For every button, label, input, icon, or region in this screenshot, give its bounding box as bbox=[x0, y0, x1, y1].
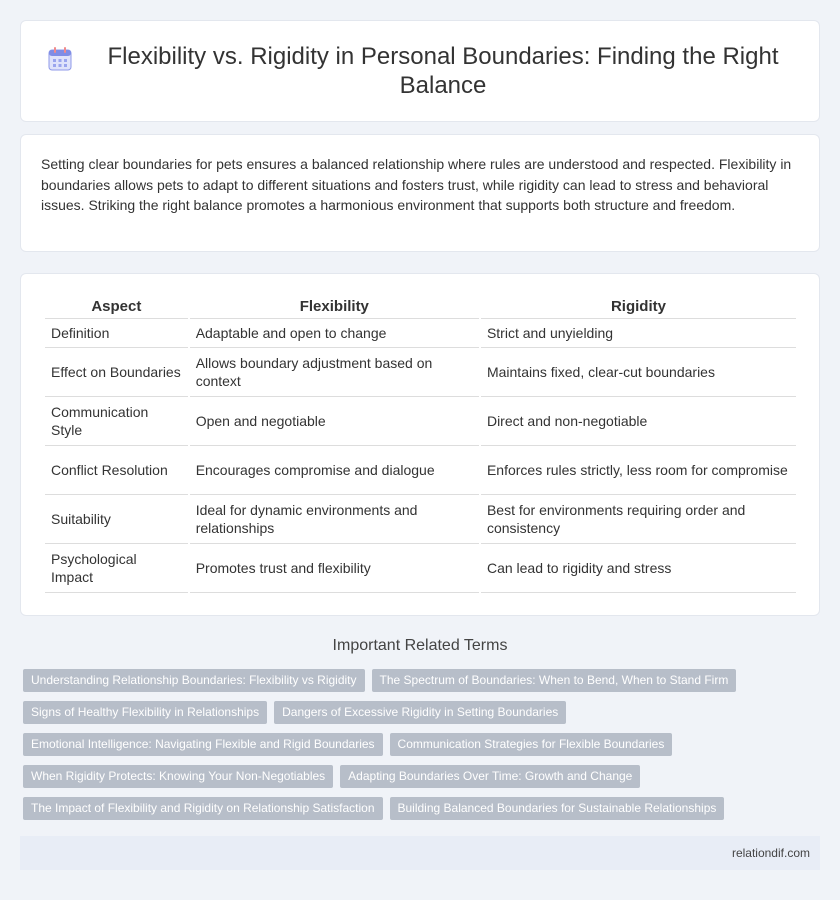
table-cell: Conflict Resolution bbox=[45, 446, 188, 495]
related-term-tag[interactable]: Adapting Boundaries Over Time: Growth and Change bbox=[340, 765, 640, 788]
table-cell: Psychological Impact bbox=[45, 544, 188, 593]
table-cell: Adaptable and open to change bbox=[190, 319, 479, 348]
intro-card bbox=[20, 134, 820, 252]
column-header: Flexibility bbox=[190, 294, 479, 319]
related-term-tag[interactable]: Building Balanced Boundaries for Sustainable Relationships bbox=[390, 797, 725, 820]
related-term-tag[interactable]: The Spectrum of Boundaries: When to Bend, When to Stand Firm bbox=[372, 669, 737, 692]
table-cell: Open and negotiable bbox=[190, 397, 479, 446]
intro-text: Setting clear boundaries for pets ensures a balanced relationship where rules are understood and respected. Flexibility in boundaries allows pets to adapt to different situations and fosters trust, while rigidity can lead to stress and behavioral issues. Striking the right balance promotes a harmonious environment that supports both structure and freedom. bbox=[41, 156, 792, 213]
related-term-tag[interactable]: Dangers of Excessive Rigidity in Setting Boundaries bbox=[274, 701, 566, 724]
table-header-row bbox=[45, 294, 796, 319]
table-row bbox=[45, 319, 796, 348]
table-cell: Definition bbox=[45, 319, 188, 348]
table-cell: Effect on Boundaries bbox=[45, 348, 188, 397]
page-title: Flexibility vs. Rigidity in Personal Boundaries: Finding the Right Balance bbox=[107, 43, 779, 99]
related-term-tag[interactable]: Understanding Relationship Boundaries: Flexibility vs Rigidity bbox=[23, 669, 365, 692]
table-cell: Maintains fixed, clear-cut boundaries bbox=[481, 348, 796, 397]
table-cell: Direct and non-negotiable bbox=[481, 397, 796, 446]
table-cell: Strict and unyielding bbox=[481, 319, 796, 348]
related-term-tag[interactable]: Communication Strategies for Flexible Boundaries bbox=[390, 733, 673, 756]
table-row bbox=[45, 397, 796, 446]
table-cell: Communication Style bbox=[45, 397, 188, 446]
related-term-tag[interactable]: Emotional Intelligence: Navigating Flexible and Rigid Boundaries bbox=[23, 733, 383, 756]
related-terms-tags bbox=[23, 669, 823, 829]
footer bbox=[20, 836, 820, 870]
table-row bbox=[45, 446, 796, 495]
table-cell: Can lead to rigidity and stress bbox=[481, 544, 796, 593]
table-cell: Best for environments requiring order and consistency bbox=[481, 495, 796, 544]
calendar-icon bbox=[47, 46, 73, 72]
comparison-table-card bbox=[20, 273, 820, 616]
related-term-tag[interactable]: The Impact of Flexibility and Rigidity on Relationship Satisfaction bbox=[23, 797, 383, 820]
table-cell: Encourages compromise and dialogue bbox=[190, 446, 479, 495]
table-row bbox=[45, 348, 796, 397]
related-term-tag[interactable]: Signs of Healthy Flexibility in Relationships bbox=[23, 701, 267, 724]
footer-site-link[interactable]: relationdif.com bbox=[731, 846, 810, 860]
table-cell: Ideal for dynamic environments and relationships bbox=[190, 495, 479, 544]
table-row bbox=[45, 544, 796, 593]
related-term-tag[interactable]: When Rigidity Protects: Knowing Your Non-Negotiables bbox=[23, 765, 333, 788]
table-cell: Suitability bbox=[45, 495, 188, 544]
table-cell: Promotes trust and flexibility bbox=[190, 544, 479, 593]
table-cell: Enforces rules strictly, less room for compromise bbox=[481, 446, 796, 495]
table-row bbox=[45, 495, 796, 544]
column-header: Rigidity bbox=[481, 294, 796, 319]
table-cell: Allows boundary adjustment based on context bbox=[190, 348, 479, 397]
column-header: Aspect bbox=[45, 294, 188, 319]
comparison-table bbox=[43, 294, 798, 593]
header-card bbox=[20, 20, 820, 122]
related-terms-title: Important Related Terms bbox=[332, 637, 508, 654]
